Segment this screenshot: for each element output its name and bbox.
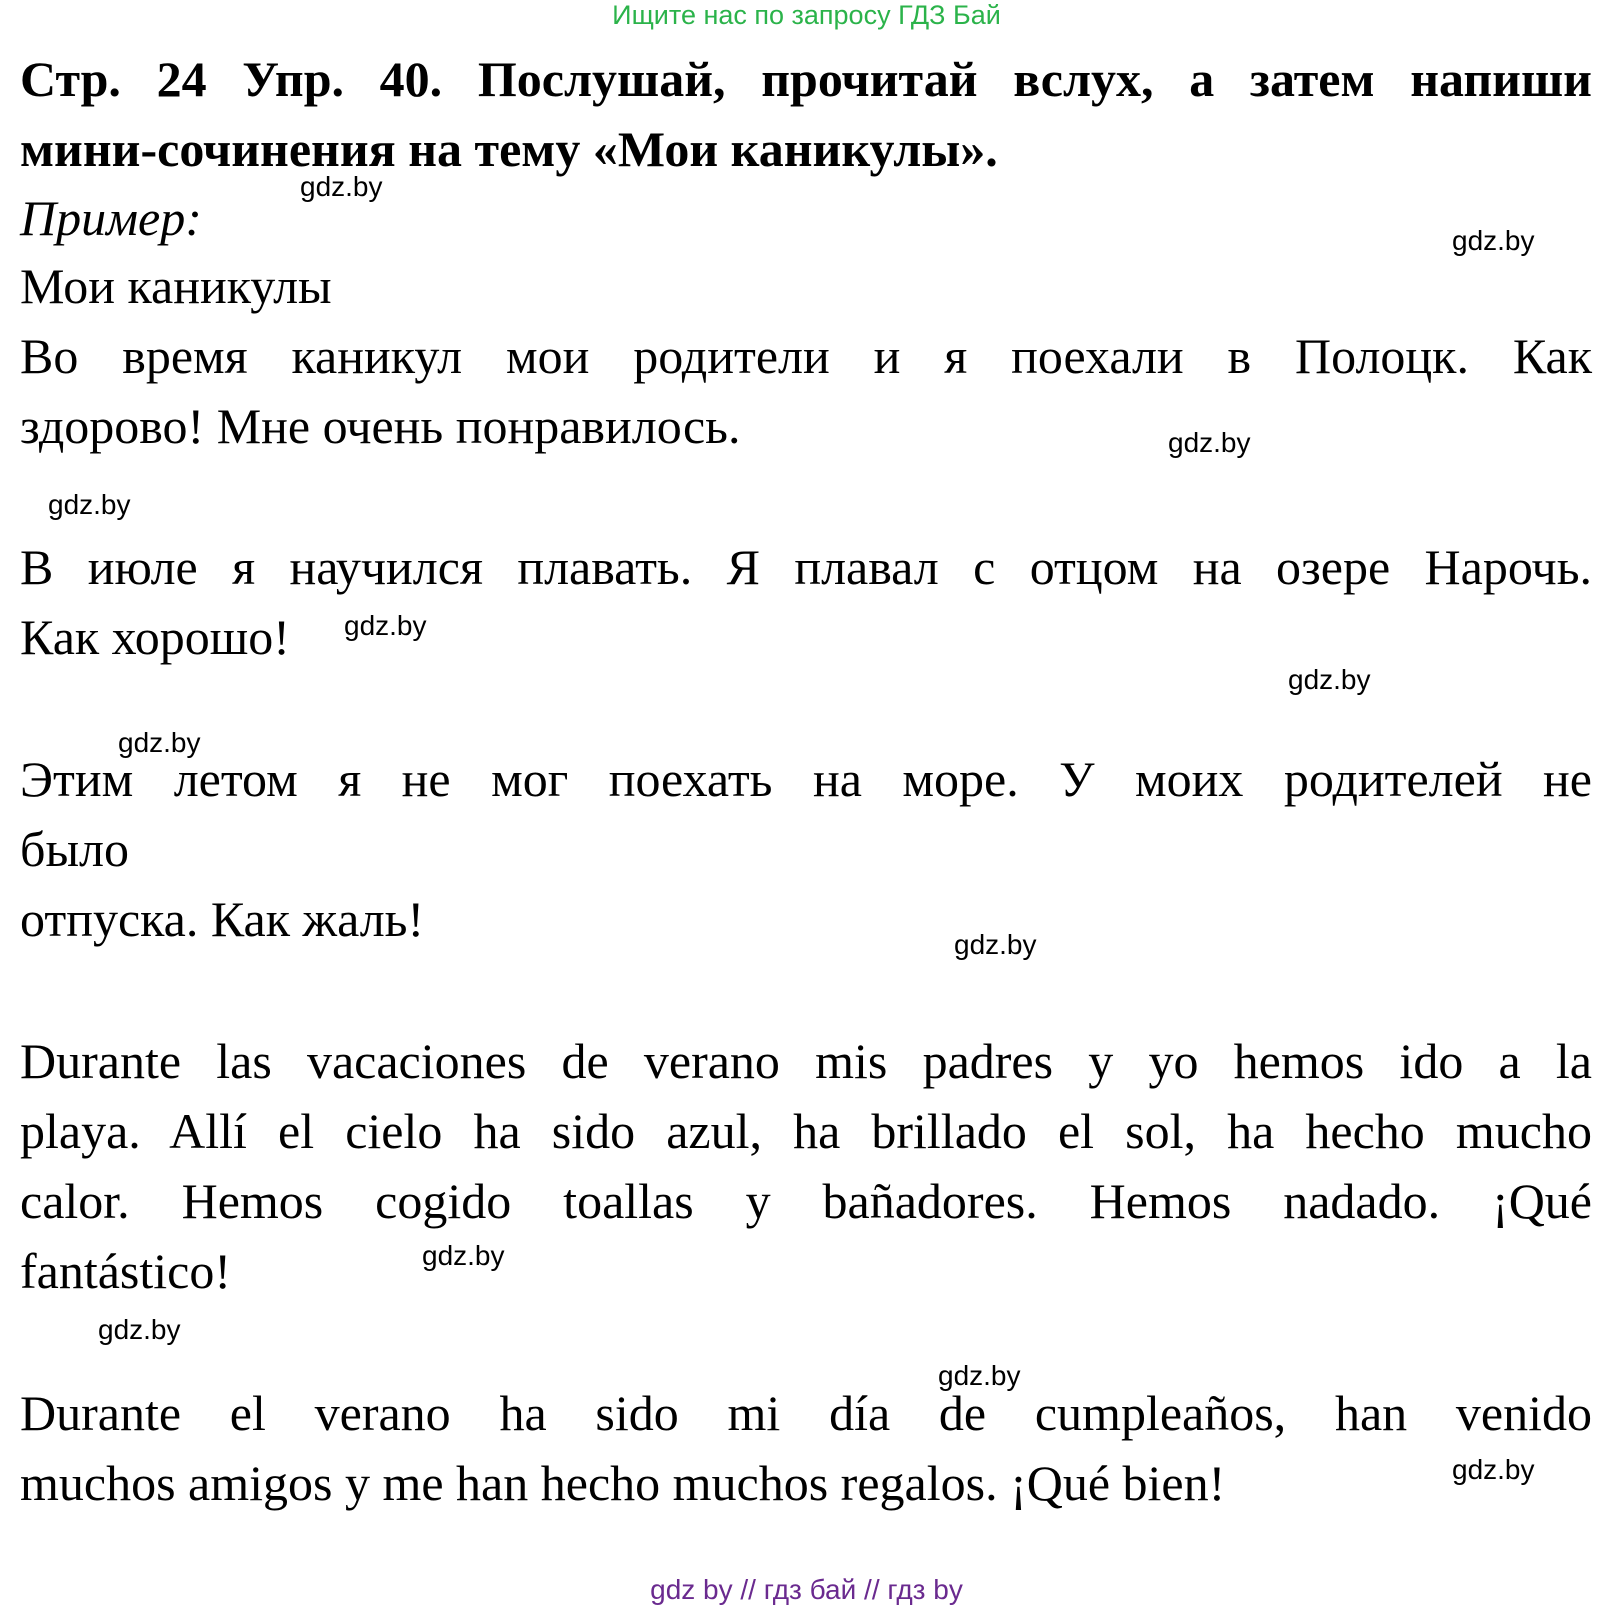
paragraph-3-line-3: отпуска. Как жаль! [20, 891, 425, 947]
paragraph-1-line-1: Во время каникул мои родители и я поехали в Полоцк. Как [20, 328, 1592, 384]
paragraph-4-line-3: calor. Hemos cogido toallas y bañadores. Hemos nadado. ¡Qué [20, 1173, 1592, 1229]
watermark: gdz.by [1452, 1454, 1535, 1485]
paragraph-4-line-4: fantástico! [20, 1243, 232, 1299]
watermark: gdz.by [954, 929, 1037, 960]
paragraph-3-line-2: было [20, 821, 129, 877]
example-label: Пример: [20, 190, 202, 246]
paragraph-5-line-1: Durante el verano ha sido mi día de cumpleaños, han venido [20, 1385, 1592, 1441]
paragraph-4-line-2: playa. Allí el cielo ha sido azul, ha brillado el sol, ha hecho mucho [20, 1103, 1592, 1159]
watermark: gdz.by [344, 610, 427, 641]
essay-title: Мои каникулы [20, 258, 332, 314]
title-line-1: Стр. 24 Упр. 40. Послушай, прочитай вслух, а затем напиши [20, 51, 1592, 107]
watermark: gdz.by [48, 489, 131, 520]
footer-watermark: gdz by // гдз бай // гдз by [650, 1574, 963, 1605]
paragraph-4-line-1: Durante las vacaciones de verano mis padres y yo hemos ido a la [20, 1033, 1592, 1089]
watermark: gdz.by [300, 171, 383, 202]
paragraph-3-line-1: Этим летом я не мог поехать на море. У моих родителей не [20, 751, 1592, 807]
watermark: gdz.by [1168, 427, 1251, 458]
paragraph-1-line-2: здорово! Мне очень понравилось. [20, 398, 741, 454]
paragraph-2-line-1: В июле я научился плавать. Я плавал с отцом на озере Нарочь. [20, 539, 1592, 595]
watermark: gdz.by [118, 727, 201, 758]
watermark: gdz.by [938, 1360, 1021, 1391]
title-line-2: мини-сочинения на тему «Мои каникулы». [20, 121, 998, 177]
paragraph-2-line-2: Как хорошо! [20, 609, 290, 665]
watermark: gdz.by [1288, 664, 1371, 695]
paragraph-5-line-2: muchos amigos y me han hecho muchos regalos. ¡Qué bien! [20, 1455, 1226, 1511]
watermark: gdz.by [98, 1314, 181, 1345]
watermark: gdz.by [422, 1240, 505, 1271]
page-title [20, 44, 1592, 184]
watermark: gdz.by [1452, 225, 1535, 256]
top-banner: Ищите нас по запросу ГДЗ Бай [612, 0, 1001, 30]
